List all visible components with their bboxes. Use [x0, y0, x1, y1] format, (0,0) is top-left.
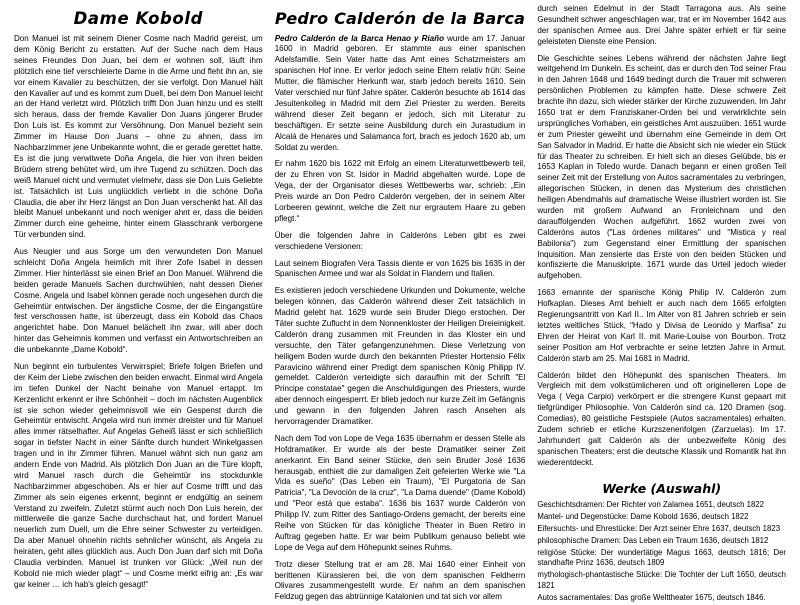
works-list-item: mythologisch-phantastische Stücke: Die Tochter der Luft 1650, deutsch 1821	[537, 570, 787, 591]
section-title-werke: Werke (Auswahl)	[602, 480, 722, 496]
paragraph: Aus Neugier und aus Sorge um den verwundeten Don Manuel schleicht Doña Angela heimlich mit ihrer Zofe Isabel in dessen Zimmer. Hier hinterlässt sie einen Brief an Don Manuel. Während die beiden gerade Manuels Sachen durchwühlen, naht dessen Diener Cosme. Angela und Isabel können gerade noch ungesehen durch die Geheimtür entwischen. Der ängstliche Cosme, der die Eingangstüre fest verschossen hatte, ist überzeugt, dass ein Kobold das Chaos angerichtet habe. Don Manuel belächelt ihn zwar, will aber doch hinter das Geheimnis kommen und verfasst ein Antwortschreiben an die unbekannte „Dame Kobold“.	[14, 247, 263, 355]
lead-rest-text: wurde am 17. Januar 1600 in Madrid geboren. Er stammte aus einer spanischen Adelsfamilie. Sein Vater hatte das Amt eines Schatzmeisters am spanischen Hof inne. Er verlor jedoch seine Eltern relativ früh: Seine Mutter, die flämischer Herkunft war, starb jedoch bereits 1610. Sein Vater verschied nur fünf Jahre später. Calderón besuchte ab 1614 das Jesuitenkolleg in Madrid mit dem Ziel Priester zu werden. Bereits während dieser Zeit begann er jedoch, sich mit Literatur zu beschäftigen. Er setzte seine Ausbildung durch ein Jurastudium in Alcalá de Henares und Salamanca fort, brach es jedoch 1620 ab, um Soldat zu werden.	[274, 33, 526, 152]
paragraph: Don Manuel ist mit seinem Diener Cosme nach Madrid gereist, um dem König Bericht zu erstatten. Auf der Suche nach dem Haus seines Freundes Don Juan, bei dem er wohnen soll, läuft ihm plötzlich eine tief verschleierte Dame in die Arme und fleht ihn an, sie vor einem Kavalier zu beschützen, der sie verfolgt. Don Manuel hält den Kavalier auf und es kommt zum Duell, bei dem Don Manuel leicht an der Hand verletzt wird. Plötzlich trifft Don Juan hinzu und es stellt sich heraus, dass der fremde Kavalier Don Juans jüngerer Bruder Don Luis ist. Es kommt zur Versöhnung. Don Manuel bezieht sein Zimmer im Hause Don Juans – ohne zu ahnen, dass im Nachbarzimmer jene Unbekannte wohnt, die er gerade gerettet hatte. Es ist die jung verwitwete Doña Angela, die hier von ihren beiden Brüdern streng behütet wird, um ihre Tugend zu schützen. Doch das weiß Manuel nicht und vermutet vielmehr, dass sie Don Luis Geliebte ist. Tatsächlich ist Luis unglücklich verliebt in die schöne Doña Claudia, die aber ihr Herz längst an Don Juan verschenkt hat. All das bleibt Manuel unbekannt und noch weniger ahnt er, dass die beiden Zimmer durch eine geheime, hinter einem Glasschrank verborgene Tür verbunden sind.	[14, 34, 263, 240]
column-middle	[269, 4, 532, 602]
works-list	[537, 500, 786, 605]
paragraph: Es existieren jedoch verschiedene Urkunden und Dokumente, welche belegen können, das Calderón während dieser Zeit tatsächlich in Madrid gelebt hat. 1629 wurde sein Bruder Diego erstochen. Der Täter suchte Zuflucht in dem Nonnenkloster der Heiligen Dreieinigkeit. Calderón drang zusammen mit Freunden in das Kloster ein und versuchte, den Täter gefangenzunehmen. Diese Verletzung von heiligem Boden wurde durch den bekannten Priester Hortensio Félix Paravicino während einer Predigt dem spanischen König Philipp IV. gemeldet. Calderón verteidigte sich daraufhin mit der Schrift "El Principe constatae" gegen die Anschuldigungen des Priesters, wurde aber dennoch eingesperrt. Er blieb jedoch nur kurze Zeit im Gefängnis und gewann in den folgenden Jahren rasch Ansehen als hervorragender Dramatiker.	[274, 286, 526, 426]
works-list-item: philosophische Dramen: Das Leben ein Traum 1636, deutsch 1812	[537, 535, 769, 545]
paragraph: Die Geschichte seines Lebens während der nächsten Jahre liegt weitgehend im Dunkeln. Es scheint, das er durch den Tod seiner Frau in den Jahren 1648 und 1649 bedingt durch die Trauer mit schweren persönlichen Problemen zu kämpfen hatte. Diese schwere Zeit brachte ihn dazu, sich wieder stärker der Kirche zuzuwenden. Im Jahr 1650 trat er dem Franziskaner-Orden bei und verwirklichte sein ursprüngliches Vorhaben, ein geistliches Amt auszuüben. 1651 wurde er zum Priester geweiht und übernahm eine Gemeinde in dem Ort San Salvador in Madrid. Er hatte die Absicht sich nie wieder ein Stück für das Theater zu schreiben. Er hielt sich an dieses Gelübde, bis er 1653 Kaplan in Toledo wurde. Danach begann er einen großen Teil seiner Zeit mit der Erstellung von Autos sacramentales zu verbringen, allegorischen Stücken, in denen das Mysterium des christlichen heiligen Abendmahls auf dramatische Weise illustriert worden ist. Sie wurden mit großem Aufwand an Fronleichnam und den darauffolgenden Wochen aufgeführt. 1662 wurden zwei von Calderóns autos ("Las órdenes militares" und "Mistica y real Babilonia") zum Gegenstand einer Ermittlung der spanischen Inquisition. Man zensierte das Erste von den beiden Stücken und konfiszierte die Manuskripte. 1671 wurde das Urteil jedoch wieder aufgehoben.	[537, 53, 787, 281]
works-list-item: Mantel- und Degenstücke: Dame Kobold 1636, deutsch 1822	[537, 511, 749, 521]
paragraph-biography-intro	[275, 34, 526, 154]
paragraph: Calderón bildet den Höhepunkt des spanischen Theaters. Im Vergleich mit dem volkstümlicheren und oft originelleren Lope de Vega ( Vega Carpio) verkörpert er die strengere Kunst gepaart mit tiefgründiger Philosophie. Von Calderón sind ca. 120 Dramen (sog. Comedias), 80 geistliche Festspiele (Autos sacramentales) erhalten. Zudem schrieb er etliche Kurzszenenfolgen (Zarzuelas). Im 17. Jahrhundert galt Calderón als der unbezweifelte König des spanischen Theaters; erst die deutsche Klassik und Romantik hat ihn wiederentdeckt.	[537, 370, 787, 467]
column-right	[531, 4, 792, 603]
works-list-item: Eifersuchts- und Ehrestücke: Der Arzt seiner Ehre 1637, deutsch 1823	[537, 523, 781, 533]
works-list-item: religiöse Stücke: Der wundertätige Magus 1663, deutsch 1816; Der standhafte Prinz 1636, deutsch 1809	[537, 547, 787, 568]
paragraph: Nach dem Tod von Lope de Vega 1635 übernahm er dessen Stelle als Hofdramatiker. Er wurde als der beste Dramatiker seiner Zeit anerkannt. Ein Band seiner Stücke, den sein Bruder José 1636 herausgab, enthielt die zur damaligen Zeit gefeierten Werke wie "La Vida es sueño" (Das Leben ein Traum), "El Purgatoria de San Patricia", "La Devoción de la cruz", "La Dama duende" (Dame Kobold) und "Peor está que estaba". 1636 bis 1637 wurde Calderón von Philipp IV. zum Ritter des Santiago-Ordens gemacht, der bereits eine Reihe von Stücken für das königliche Theater in Buen Retiro in Auftrag gegeben hatte. Er war beim Publikum genauso beliebt wie Lope de Vega auf dem Höhepunkt seines Ruhms.	[274, 433, 526, 552]
paragraph: Trotz dieser Stellung trat er am 28. Mai 1640 einer Einheit von berittenen Kürassieren bei, die von dem spanischen Feldherrn Olivares zusammengestellt wurde. Er nahm an dem spanischen Feldzug gegen das abtrünnige Katalonien und tat sich vor allem	[274, 559, 526, 602]
works-list-item: Autos sacramentales: Das große Welttheater 1675, deutsch 1846.	[537, 593, 766, 603]
column-left	[8, 4, 269, 589]
paragraph: Nun beginnt ein turbulentes Verwirrspiel; Briefe folgen Briefen und der Keim der Liebe zwischen den beiden erwacht. Einmal wird Angela im tiefen Dunkel der Nacht beinahe von Manuel ertappt. Im Kerzenlicht erkennt er ihre Schönheit – doch im nächsten Augenblick ist sie schon wieder geheimnisvoll wie ein Gespenst durch die Geheimtür entwischt. Angela wird nun immer dreister und für Manuel alles immer rätselhafter. Auf Angelas Geheiß lässt er sich schließlich sogar in tiefster Nacht in einer Sänfte durch hundert Winkelgassen tragen und in ihr Zimmer führen. Manuel wähnt sich nun ganz am andern Ende von Madrid. Als plötzlich Don Juan an die Türe klopft, wird Manuel rasch durch die Geheimtür ins stockdunkle Nachbarzimmer abgeschoben. Als er hier auf Cosme trifft und das Zimmer als sein eigenes erkennt, beginnt er endgültig an seinem Verstand zu zweifeln. Zuletzt stürmt auch noch Don Luis herein, der mittlerweile die ganze Sache durchschaut hat, und fordert Manuel neuerlich zum Duell, um die Ehre seiner Schwester zu verteidigen. Da aber Manuel ohnehin nichts sehnlicher wünscht, als Angela zu heiraten, geht alles glücklich aus. Auch Don Juan darf sich mit Doña Claudia verbinden. Manuel ist trunken vor Glück: „Weil nun der Kobold nie mich wieder plagt“ – und Cosme merkt eifrig an: „Es war gar keiner … ich hab's gleich gesagt!“	[14, 361, 263, 589]
paragraph: durch seinen Edelmut in der Stadt Tarragona aus. Als seine Gesundheit schwer angeschlagen war, trat er im November 1642 aus der spanischen Armee aus. Drei Jahre später erhielt er für seine geleisteten Dienste eine Pension.	[537, 4, 787, 46]
paragraph: Er nahm 1620 bis 1622 mit Erfolg an einem Literaturwettbewerb teil, der zu Ehren von St. Isidor in Madrid abgehalten wurde. Lope de Vega, der der Organisator dieses Wettbewerbs war, schrieb: „Ein Preis wurde an Don Pedro Calderón vergeben, der in seinem Alter Lorbeeren gewinnt, welche die Zeit nur ergrautem Haare zu geben pflegt.“	[274, 159, 526, 223]
lead-author-name: Pedro Calderón de la Barca Henao y Riaño	[274, 33, 444, 43]
works-list-item: Geschichtsdramen: Der Richter von Zalamea 1651, deutsch 1822	[537, 499, 764, 509]
page-title-calderon: Pedro Calderón de la Barca	[274, 9, 526, 28]
paragraph: Laut seinem Biografen Vera Tassis diente er von 1625 bis 1635 in der Spanischen Armee und war als Soldat in Flandern und Italien.	[274, 258, 526, 279]
paragraph: 1663 ernannte der spanische König Philip IV. Calderón zum Hofkaplan. Dieses Amt behielt er auch nach dem 1665 erfolgten Regierungsantritt von Karl II.. Im Alter von 81 Jahren schrieb er sein letztes weltliches Stück, "Hado y Divisa de Leonido y Marfisa" zu Ehren der Heirat von Karl II. mit Marie-Louise von Bourbon. Trotz seiner Position am Hof verbrachte er seine letzten Jahre in Armut. Calderón starb am 25. Mai 1681 in Madrid.	[537, 288, 787, 363]
page-title-dame-kobold: Dame Kobold	[73, 9, 204, 28]
paragraph: Über die folgenden Jahre in Calderóns Leben gibt es zwei verschiedene Versionen:	[274, 230, 526, 251]
